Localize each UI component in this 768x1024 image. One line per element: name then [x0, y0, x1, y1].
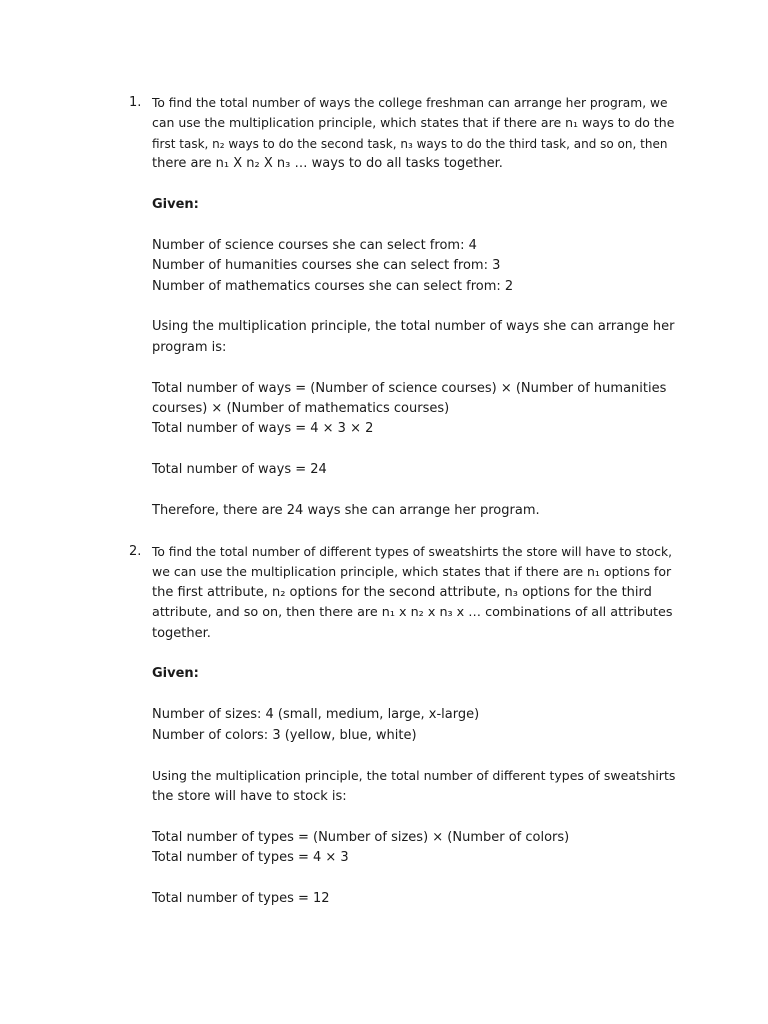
- intro-line: can use the multiplication principle, which states that if there are n₁ ways to do the: [152, 115, 675, 131]
- intro-line: the first attribute, n₂ options for the second attribute, n₃ options for the third: [152, 584, 652, 600]
- using-line: Using the multiplication principle, the total number of ways she can arrange her: [152, 319, 675, 335]
- given-line: Number of humanities courses she can select from: 3: [152, 258, 501, 274]
- given-line: Number of mathematics courses she can select from: 2: [152, 278, 514, 294]
- given-heading: Given:: [152, 666, 199, 682]
- list-item-1: [129, 93, 677, 521]
- list-number: 2.: [129, 544, 142, 559]
- given-line: Number of sizes: 4 (small, medium, large, x-large): [152, 707, 480, 723]
- given-line: Number of colors: 3 (yellow, blue, white): [152, 727, 417, 743]
- using-line: the store will have to stock is:: [152, 788, 347, 804]
- given-heading: Given:: [152, 197, 199, 213]
- intro-line: To find the total number of ways the college freshman can arrange her program, we: [152, 96, 668, 110]
- intro-line: there are n₁ X n₂ X n₃ … ways to do all tasks together.: [152, 156, 503, 172]
- intro-line: first task, n₂ ways to do the second task, n₃ ways to do the third task, and so on, then: [152, 136, 668, 151]
- formula-line: Total number of types = (Number of sizes) × (Number of colors): [152, 829, 570, 845]
- using-line: program is:: [152, 339, 227, 355]
- formula-line: Total number of types = 4 × 3: [152, 850, 349, 866]
- intro-line: we can use the multiplication principle, which states that if there are n₁ options for: [152, 564, 672, 580]
- conclusion-line: Therefore, there are 24 ways she can arrange her program.: [152, 503, 540, 519]
- given-line: Number of science courses she can select from: 4: [152, 237, 477, 253]
- intro-line: To find the total number of different types of sweatshirts the store will have to stock,: [152, 545, 672, 559]
- list-number: 1.: [129, 95, 142, 110]
- formula-line: courses) × (Number of mathematics courses): [152, 401, 450, 417]
- intro-line: attribute, and so on, then there are n₁ x n₂ x n₃ x … combinations of all attributes: [152, 605, 673, 621]
- list-item-2: [129, 542, 677, 909]
- result-line: Total number of types = 12: [152, 890, 330, 906]
- using-line: Using the multiplication principle, the total number of different types of sweatshirts: [152, 768, 676, 784]
- result-line: Total number of ways = 24: [152, 462, 327, 478]
- formula-line: Total number of ways = 4 × 3 × 2: [152, 421, 374, 437]
- intro-line: together.: [152, 625, 211, 641]
- formula-line: Total number of ways = (Number of science courses) × (Number of humanities: [152, 380, 667, 396]
